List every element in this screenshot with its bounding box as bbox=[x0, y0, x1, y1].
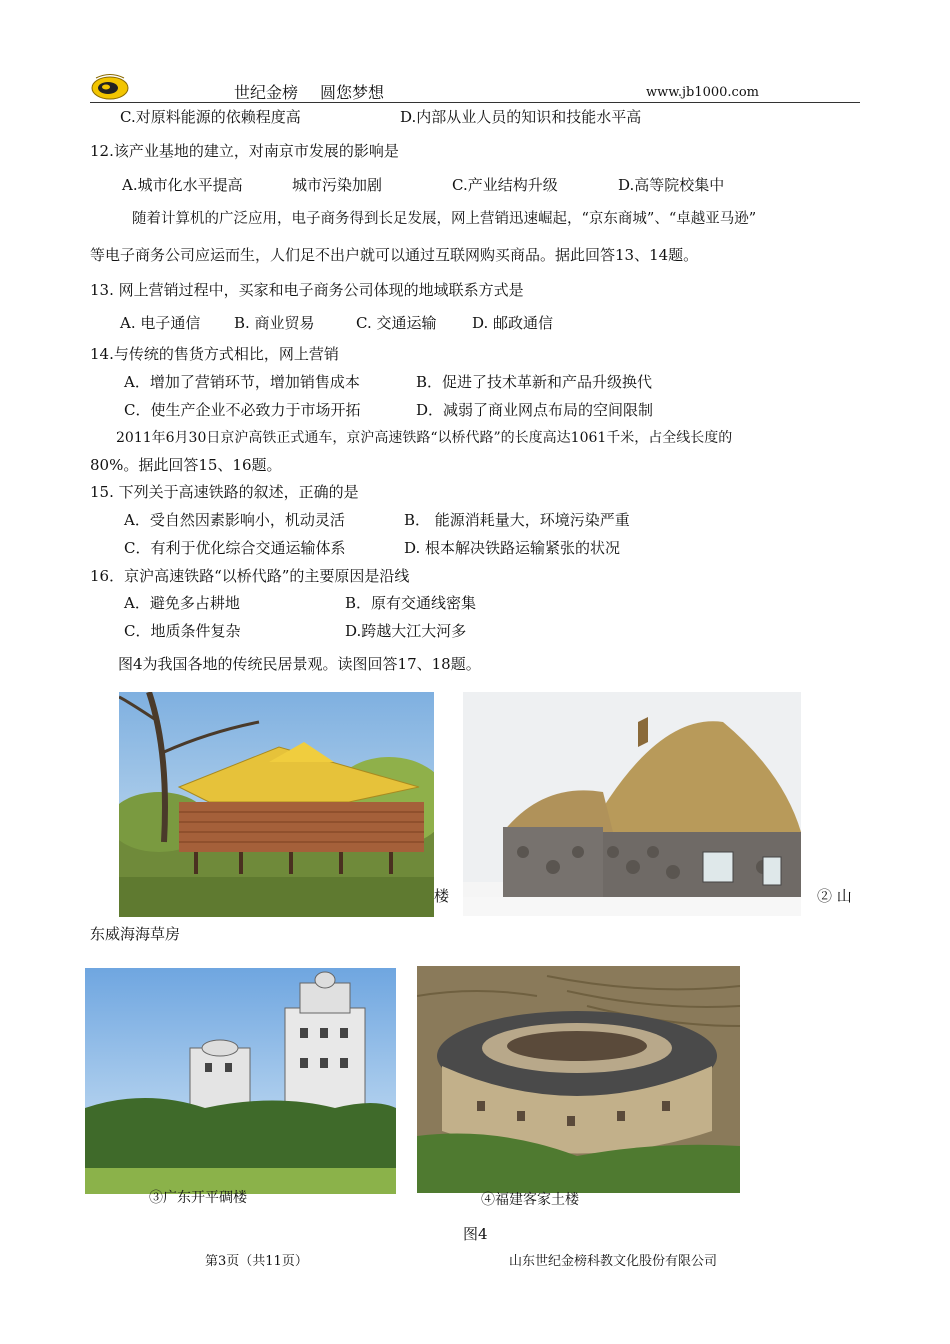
q12-option-d: D.高等院校集中 bbox=[618, 176, 725, 194]
figure-intro: 图4为我国各地的传统民居景观。读图回答17、18题。 bbox=[118, 655, 481, 673]
footer-page-number: 第3页（共11页） bbox=[205, 1254, 308, 1269]
photo-seaweed-house bbox=[463, 692, 801, 916]
q11-option-c: C.对原料能源的依赖程度高 bbox=[120, 108, 301, 126]
passage1-line2: 等电子商务公司应运而生，人们足不出户就可以通过互联网购买商品。据此回答13、14题。 bbox=[90, 246, 699, 264]
q14-option-a: A．增加了营销环节，增加销售成本 bbox=[124, 373, 360, 391]
q12-stem: 12.该产业基地的建立，对南京市发展的影响是 bbox=[90, 142, 399, 160]
photo-kaiping-diaolou bbox=[85, 968, 396, 1194]
figure-caption2-b: 东威海海草房 bbox=[90, 925, 181, 943]
q16-option-b: B．原有交通线密集 bbox=[345, 594, 477, 612]
q16-option-d: D.跨越大江大河多 bbox=[345, 622, 467, 640]
footer-company: 山东世纪金榜科教文化股份有限公司 bbox=[509, 1254, 718, 1269]
q16-option-c: C．地质条件复杂 bbox=[124, 622, 241, 640]
q16-stem: 16．京沪高速铁路“以桥代路”的主要原因是沿线 bbox=[90, 567, 410, 585]
photo-hakka-tulou bbox=[417, 966, 740, 1193]
company-logo bbox=[90, 72, 130, 100]
q12-option-c: C.产业结构升级 bbox=[452, 176, 558, 194]
figure-caption4: ④福建客家土楼 bbox=[481, 1192, 579, 1208]
figure-caption1-tail: 楼 bbox=[434, 887, 450, 905]
passage2-line1: 2011年6月30日京沪高铁正式通车，京沪高速铁路“以桥代路”的长度高达1061千米，占全线长度的 bbox=[116, 430, 733, 446]
q13-option-b: B. 商业贸易 bbox=[234, 314, 315, 332]
q15-option-a: A．受自然因素影响小，机动灵活 bbox=[124, 511, 345, 529]
q12-option-a: A.城市化水平提高 bbox=[122, 176, 243, 194]
q14-option-d: D．减弱了商业网点布局的空间限制 bbox=[416, 401, 654, 419]
q15-option-c: C．有利于优化综合交通运输体系 bbox=[124, 539, 346, 557]
q14-option-b: B．促进了技术革新和产品升级换代 bbox=[416, 373, 653, 391]
q13-option-c: C. 交通运输 bbox=[356, 314, 437, 332]
q11-option-d: D.内部从业人员的知识和技能水平高 bbox=[400, 108, 642, 126]
q12-option-b: 城市污染加剧 bbox=[292, 176, 383, 194]
q15-stem: 15. 下列关于高速铁路的叙述，正确的是 bbox=[90, 483, 359, 501]
q15-option-b: B． 能源消耗量大，环境污染严重 bbox=[404, 511, 630, 529]
passage1-line1: 随着计算机的广泛应用，电子商务得到长足发展，网上营销迅速崛起，“京东商城”、“卓越亚马逊” bbox=[132, 211, 757, 227]
figure-label: 图4 bbox=[463, 1225, 488, 1243]
q13-option-a: A. 电子通信 bbox=[120, 314, 201, 332]
q13-stem: 13. 网上营销过程中，买家和电子商务公司体现的地域联系方式是 bbox=[90, 281, 524, 299]
header-slogan: 圆您梦想 bbox=[320, 83, 385, 102]
q13-option-d: D. 邮政通信 bbox=[472, 314, 554, 332]
passage2-line2: 80%。据此回答15、16题。 bbox=[90, 456, 282, 474]
figure-caption3: ③广东开平碉楼 bbox=[149, 1190, 247, 1206]
header-url[interactable]: www.jb1000.com bbox=[646, 85, 759, 100]
header-brand: 世纪金榜 bbox=[234, 83, 299, 102]
q14-stem: 14.与传统的售货方式相比，网上营销 bbox=[90, 345, 339, 363]
q15-option-d: D. 根本解决铁路运输紧张的状况 bbox=[404, 539, 621, 557]
photo-stilt-house bbox=[119, 692, 434, 917]
header-rule bbox=[90, 102, 860, 103]
q16-option-a: A．避免多占耕地 bbox=[124, 594, 240, 612]
q14-option-c: C．使生产企业不必致力于市场开拓 bbox=[124, 401, 361, 419]
figure-caption2-a: ② 山 bbox=[817, 887, 852, 905]
